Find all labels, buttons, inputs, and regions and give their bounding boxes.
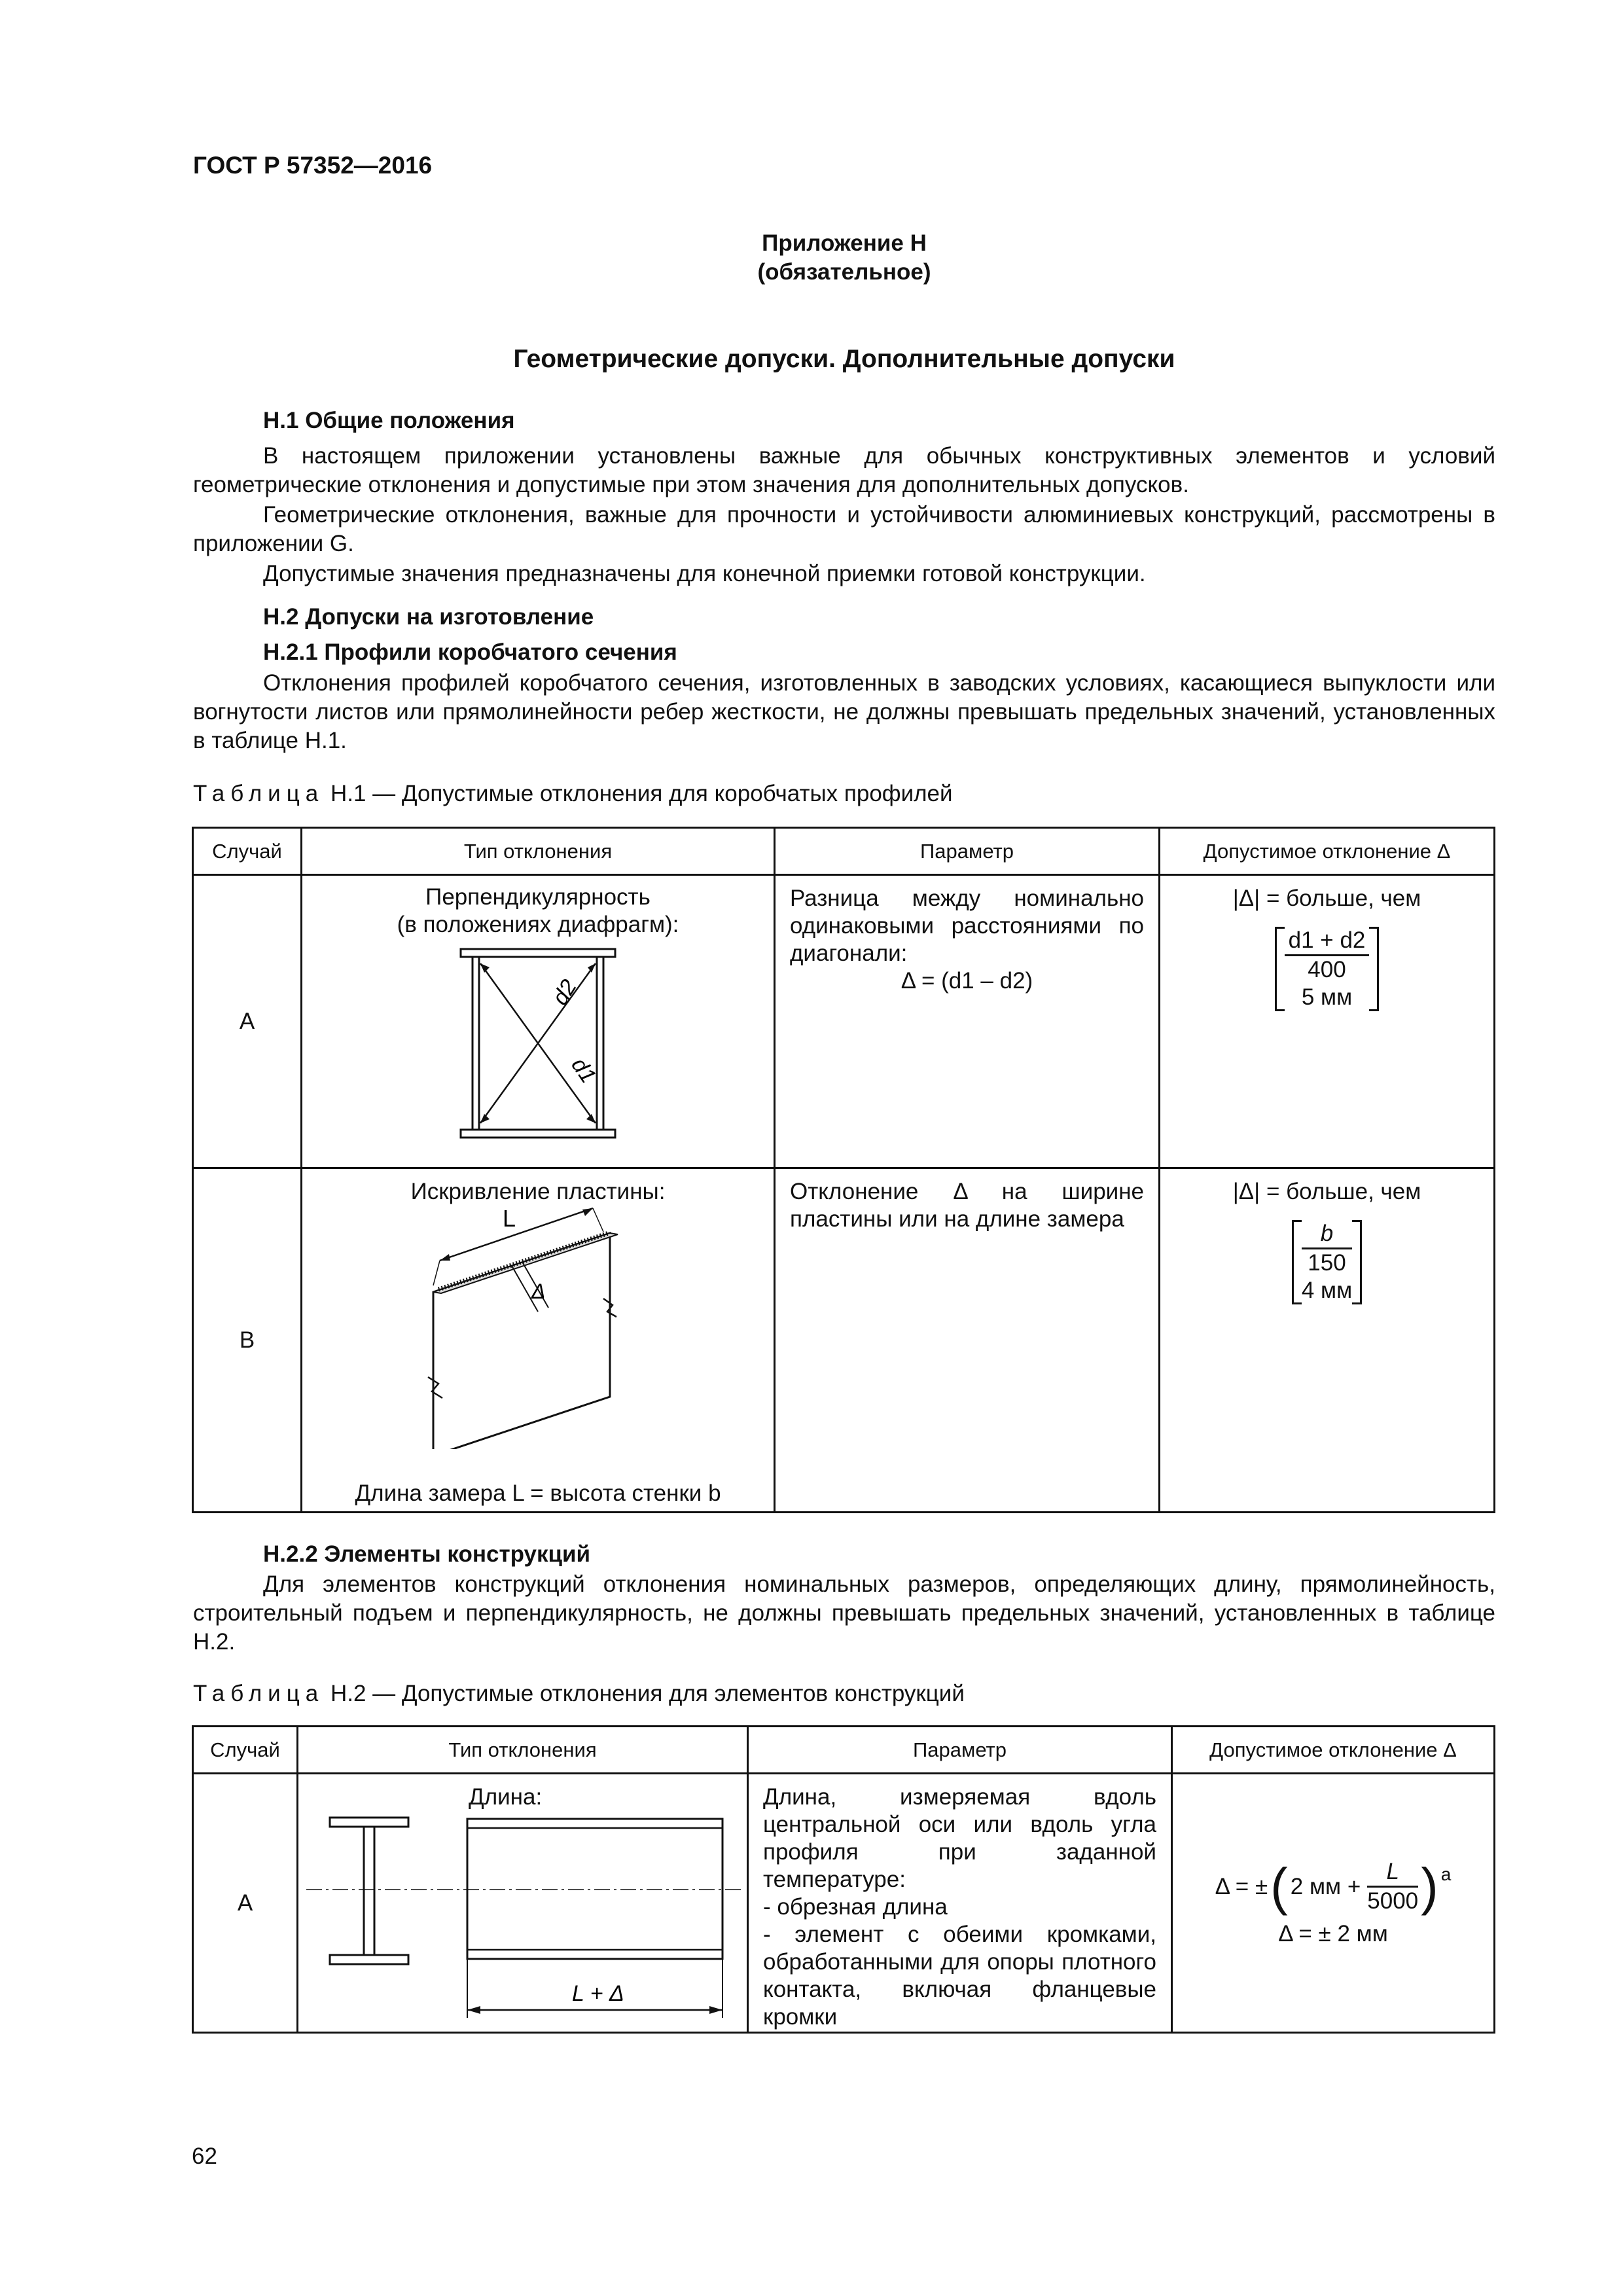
parameter-cell — [748, 1774, 1172, 2033]
col-header-case: Случай — [193, 1727, 298, 1774]
tolerance-formula — [1275, 927, 1380, 1011]
heading-h1: Н.1 Общие положения — [263, 408, 515, 433]
paragraph: В настоящем приложении установлены важные для обычных конструктивных элементов и условий геометрические отклонения и допустимые при этом значения для дополнительных допусков. — [193, 443, 1495, 497]
parameter-bullet: - элемент с обеими кромками, обработанными для опоры плотного контакта, включая фланцевые кромки — [763, 1922, 1156, 2030]
case-cell: А — [193, 875, 302, 1168]
parameter-cell — [775, 1168, 1160, 1513]
parameter-text-block — [749, 1774, 1171, 2031]
tolerance-numerator: b — [1302, 1220, 1352, 1249]
length-dimension-label: L + Δ — [572, 1981, 624, 2006]
heading-h2-2: Н.2.2 Элементы конструкций — [263, 1541, 591, 1567]
parameter-bullet: - обрезная длина — [763, 1894, 948, 1920]
tolerance-numerator: L — [1367, 1858, 1418, 1888]
tolerance-denominator: 400 — [1308, 957, 1346, 982]
tolerance-formula — [1292, 1220, 1362, 1304]
plate-curvature-diagram — [414, 1207, 662, 1449]
paragraph: Отклонения профилей коробчатого сечения, изготовленных в заводских условиях, касающиеся выпуклости или вогнутости листов или прямолинейности ребер жесткости, не должны превышать предельных значений, установленных в таблице Н.1. — [193, 670, 1495, 753]
col-header-type: Тип отклонения — [302, 828, 775, 875]
paragraph: Допустимые значения предназначены для конечной приемки готовой конструкции. — [263, 561, 1146, 586]
type-cell — [302, 1168, 775, 1513]
col-header-type: Тип отклонения — [298, 1727, 748, 1774]
type-cell — [302, 875, 775, 1168]
tolerance-label: |Δ| = больше, чем — [1232, 886, 1421, 911]
parameter-text: Отклонение Δ на ширине пластины или на длине замера — [790, 1179, 1144, 1232]
tolerance-formula: Δ = ± ( 2 мм + $\frac{L}{5000}$ ) a — [1215, 1857, 1452, 1916]
heading-h2-1: Н.2.1 Профили коробчатого сечения — [263, 639, 677, 665]
footnote-marker: a — [1440, 1864, 1452, 1884]
table1-caption: Таблица Н.1 — Допустимые отклонения для коробчатых профилей — [193, 781, 953, 806]
length-diagram — [300, 1811, 745, 2027]
type-note: Длина замера L = высота стенки b — [355, 1480, 721, 1506]
annex-header — [654, 229, 1034, 287]
heading-h2: Н.2 Допуски на изготовление — [263, 604, 594, 630]
type-label: Длина: — [469, 1784, 543, 1810]
table-row — [193, 875, 1495, 1168]
case-cell: А — [193, 1774, 298, 2033]
tolerance-label: |Δ| = больше, чем — [1232, 1179, 1421, 1204]
diagonal-d2-label: d2 — [547, 975, 582, 1010]
perpendicularity-diagram — [459, 946, 616, 1149]
tolerance-numerator: d1 + d2 — [1285, 927, 1370, 956]
table2-caption: Таблица Н.2 — Допустимые отклонения для элементов конструкций — [193, 1681, 965, 1706]
type-sublabel: (в положениях диафрагм): — [397, 912, 679, 937]
paragraph: Геометрические отклонения, важные для прочности и устойчивости алюминиевых конструкций, рассмотрены в приложении G. — [193, 502, 1495, 556]
tolerance-denominator: 150 — [1308, 1250, 1346, 1276]
tolerance-minimum: 5 мм — [1301, 984, 1353, 1010]
parameter-formula: Δ = (d1 – d2) — [901, 968, 1033, 994]
col-header-case: Случай — [193, 828, 302, 875]
tolerance-minimum: 4 мм — [1301, 1278, 1353, 1303]
plate-delta-label: Δ — [531, 1280, 546, 1303]
document-id: ГОСТ Р 57352—2016 — [193, 152, 433, 179]
col-header-parameter: Параметр — [775, 828, 1160, 875]
table-1 — [192, 827, 1495, 1513]
page-number: 62 — [192, 2144, 217, 2169]
parameter-text: Длина, измеряемая вдоль центральной оси или вдоль угла профиля при заданной температуре: — [763, 1784, 1156, 1892]
parameter-cell — [775, 875, 1160, 1168]
paragraph: Для элементов конструкций отклонения номинальных размеров, определяющих длину, прямолинейность, строительный подъем и перпендикулярность, не должны превышать предельных значений, установленных в таблице Н.2. — [193, 1571, 1495, 1655]
diagonal-d1-label: d1 — [566, 1053, 601, 1088]
case-cell: В — [193, 1168, 302, 1513]
plate-length-label: L — [503, 1207, 516, 1232]
table-2 — [192, 1725, 1495, 2034]
type-cell — [298, 1774, 748, 2033]
col-header-parameter: Параметр — [748, 1727, 1172, 1774]
type-label: Искривление пластины: — [410, 1179, 666, 1204]
tolerance-denominator: 5000 — [1367, 1888, 1419, 1914]
col-header-tolerance: Допустимое отклонение Δ — [1172, 1727, 1495, 1774]
annex-status: (обязательное) — [757, 259, 931, 285]
tolerance-cell — [1160, 1168, 1495, 1513]
tolerance-cell — [1160, 875, 1495, 1168]
annex-title: Приложение Н — [762, 230, 927, 256]
type-label: Перпендикулярность — [425, 884, 651, 910]
col-header-tolerance: Допустимое отклонение Δ — [1160, 828, 1495, 875]
tolerance-cell — [1172, 1774, 1495, 2033]
table-row — [193, 1774, 1495, 2033]
section-title: Геометрические допуски. Дополнительные допуски — [513, 345, 1175, 373]
tolerance-alt: Δ = ± 2 мм — [1278, 1921, 1388, 1946]
parameter-text: Разница между номинально одинаковыми расстояниями по диагонали: — [790, 886, 1144, 966]
table-row — [193, 1168, 1495, 1513]
